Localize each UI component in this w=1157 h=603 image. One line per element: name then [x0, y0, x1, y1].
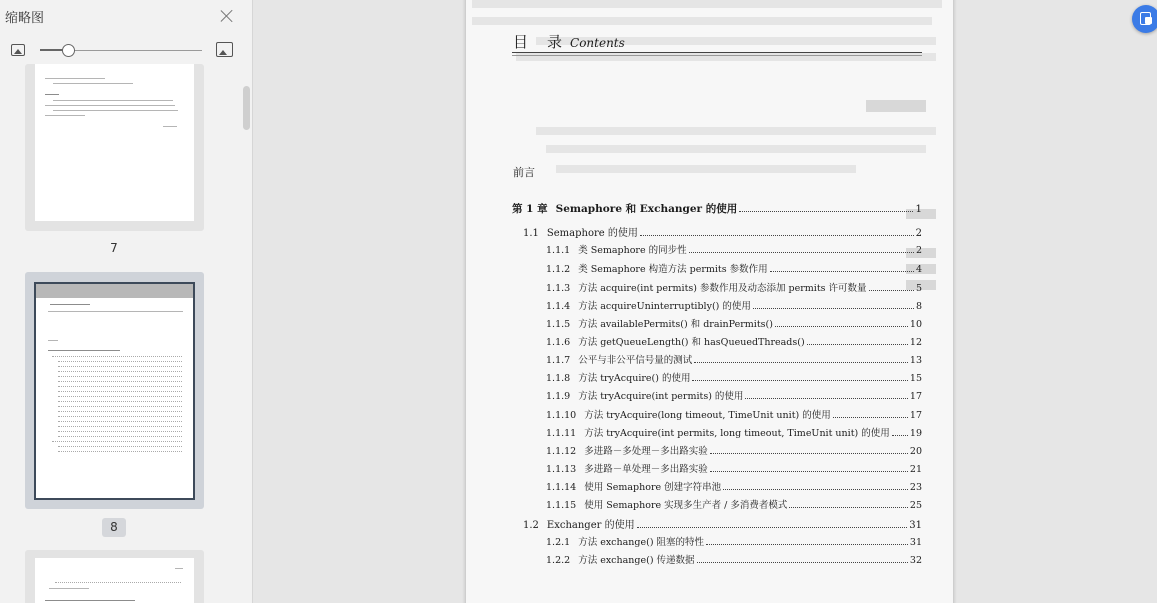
toc-entry-leader: [739, 211, 913, 212]
toc-entry[interactable]: [546, 298, 922, 312]
toc-entry[interactable]: [546, 552, 922, 566]
thumbnail-page-image: [35, 64, 194, 221]
zoom-in-image-icon[interactable]: [216, 42, 233, 57]
toc-entry[interactable]: [546, 334, 922, 348]
thumbnail-page-8[interactable]: [25, 272, 204, 509]
toc-entry-page: 32: [909, 555, 922, 566]
toc-entry-number: 1.2: [523, 520, 539, 531]
toc-entry-page: 23: [909, 482, 922, 493]
toc-entry-title: Semaphore 和 Exchanger 的使用: [555, 203, 738, 215]
toc-entry[interactable]: [546, 242, 922, 256]
toc-entry-page: 1: [915, 203, 922, 215]
toc-entry[interactable]: [546, 461, 922, 475]
toc-entry[interactable]: [546, 370, 922, 384]
toc-entry-page: 4: [915, 264, 922, 275]
thumbnail-sidebar: [0, 0, 253, 603]
zoom-slider[interactable]: [40, 50, 202, 51]
toc-entry-page: 2: [915, 228, 922, 239]
thumbnail-page-label-selected: 8: [102, 518, 126, 537]
toc-entry-number: 1.1.12: [546, 446, 577, 457]
toc-entry-title: 方法 acquireUninterruptibly() 的使用: [578, 301, 751, 312]
toc-entry-leader: [892, 435, 908, 436]
toc-entry-title: 类 Semaphore 的同步性: [578, 245, 687, 256]
toc-entry[interactable]: [546, 316, 922, 330]
toc-entry-leader: [692, 380, 907, 381]
thumbnail-page-label: 7: [110, 241, 118, 255]
zoom-slider-handle[interactable]: [62, 44, 75, 57]
toc-entry-title: 类 Semaphore 构造方法 permits 参数作用: [578, 264, 768, 275]
toc-entry[interactable]: [512, 201, 922, 216]
thumbnail-zoom-control: [0, 38, 253, 62]
toc-entry-title: 多进路－单处理－多出路实验: [584, 464, 708, 475]
toc-entry-leader: [789, 507, 908, 508]
toc-entry-leader: [753, 308, 914, 309]
toc-entry[interactable]: [546, 425, 922, 439]
toc-entry[interactable]: [523, 516, 922, 531]
toc-entry[interactable]: [546, 479, 922, 493]
toc-entry-title: 方法 exchange() 阻塞的特性: [578, 537, 705, 548]
toc-entry-page: 25: [909, 500, 922, 511]
toc-entry-leader: [710, 453, 908, 454]
toc-entry-page: 21: [909, 464, 922, 475]
toc-entry-page: 15: [909, 373, 922, 384]
toc-entry-leader: [637, 527, 908, 528]
zoom-out-image-icon[interactable]: [11, 44, 25, 56]
toc-entry-title: 使用 Semaphore 创建字符串池: [584, 482, 722, 493]
sidebar-header: [0, 0, 253, 32]
toc-entry-page: 31: [909, 520, 922, 531]
document-page: [466, 0, 953, 603]
document-viewer[interactable]: [254, 0, 1157, 603]
toc-entry[interactable]: [546, 261, 922, 275]
toc-entry[interactable]: [546, 388, 922, 402]
toc-entry-page: 31: [909, 537, 922, 548]
toc-entry[interactable]: [546, 534, 922, 548]
toc-entry[interactable]: [546, 407, 922, 421]
toc-title: [513, 31, 625, 52]
sidebar-scrollbar[interactable]: [243, 86, 250, 130]
toc-entry-title: 方法 tryAcquire(int permits, long timeout, TimeUnit unit) 的使用: [584, 428, 890, 439]
thumbnail-page-image: [34, 282, 195, 500]
toc-entry-number: 1.1.10: [546, 410, 577, 421]
toc-entry-leader: [833, 417, 908, 418]
toc-entry-title: 方法 availablePermits() 和 drainPermits(): [578, 319, 773, 330]
thumbnail-page-image: [35, 558, 194, 603]
toc-entry-page: 12: [909, 337, 922, 348]
close-icon[interactable]: [220, 9, 234, 23]
toc-entry-leader: [770, 271, 914, 272]
toc-entry-page: 19: [909, 428, 922, 439]
toc-entry-leader: [723, 489, 908, 490]
toc-entry[interactable]: [546, 497, 922, 511]
toc-entry-number: 1.1.11: [546, 428, 577, 439]
sidebar-title: 缩略图: [5, 11, 45, 26]
toc-entry-title: 方法 tryAcquire(int permits) 的使用: [578, 391, 744, 402]
toc-entry-leader: [745, 398, 907, 399]
toc-entry-page: 17: [909, 391, 922, 402]
toc-entry-number: 1.2.1: [546, 537, 571, 548]
toc-entry-page: 13: [909, 355, 922, 366]
toc-entry-title: Semaphore 的使用: [546, 228, 638, 239]
toc-title-chinese: 目 录: [513, 33, 565, 51]
toc-entry-number: 1.1.3: [546, 283, 571, 294]
toc-entry-leader: [710, 471, 908, 472]
toc-entry[interactable]: [546, 443, 922, 457]
document-tool-icon: [1140, 12, 1151, 25]
toc-entry-number: 1.1.15: [546, 500, 577, 511]
toc-entry-number: 1.2.2: [546, 555, 571, 566]
toc-preface: 前言: [513, 166, 535, 179]
toc-entry-number: 1.1.8: [546, 373, 571, 384]
toc-title-english: Contents: [570, 36, 625, 50]
toc-entry-number: 1.1.1: [546, 245, 571, 256]
thumbnail-page-9[interactable]: [25, 550, 204, 603]
toc-entry-page: 20: [909, 446, 922, 457]
toc-entry-title: 方法 exchange() 传递数据: [578, 555, 695, 566]
toc-entry-leader: [706, 544, 908, 545]
toc-entry-number: 1.1.14: [546, 482, 577, 493]
toc-entry-title: 方法 acquire(int permits) 参数作用及动态添加 permits 许可数量: [578, 283, 867, 294]
toc-entry-number: 1.1.6: [546, 337, 571, 348]
toc-entry-number: 1.1.7: [546, 355, 571, 366]
toc-entry-title: 多进路－多处理－多出路实验: [584, 446, 708, 457]
thumbnail-page-7[interactable]: [25, 64, 204, 231]
toc-entry-title: Exchanger 的使用: [546, 520, 635, 531]
toc-title-rule-thin: [512, 55, 922, 56]
toc-entry-title: 方法 getQueueLength() 和 hasQueuedThreads(): [578, 337, 805, 348]
toc-entry-page: 10: [909, 319, 922, 330]
toc-entry-leader: [869, 290, 914, 291]
toc-entry[interactable]: [546, 280, 922, 294]
toc-entry[interactable]: [523, 224, 922, 239]
toc-entry-page: 17: [909, 410, 922, 421]
toc-entry-number: 第 1 章: [512, 203, 548, 215]
toc-title-rule: [512, 52, 922, 53]
toc-entry[interactable]: [546, 352, 922, 366]
toc-entry-title: 公平与非公平信号量的测试: [578, 355, 693, 366]
toc-entry-leader: [640, 235, 914, 236]
toc-entry-number: 1.1.13: [546, 464, 577, 475]
toc-entry-number: 1.1.9: [546, 391, 571, 402]
toc-entry-leader: [689, 252, 914, 253]
document-tools-button[interactable]: [1132, 5, 1157, 33]
toc-entry-number: 1.1: [523, 228, 539, 239]
toc-entry-number: 1.1.2: [546, 264, 571, 275]
toc-entry-leader: [694, 362, 908, 363]
toc-entry-page: 2: [915, 245, 922, 256]
thumbnail-list: [0, 64, 253, 603]
toc-entry-page: 8: [915, 301, 922, 312]
toc-entry-title: 方法 tryAcquire() 的使用: [578, 373, 691, 384]
toc-entry-page: 5: [915, 283, 922, 294]
toc-entry-number: 1.1.5: [546, 319, 571, 330]
toc-entry-leader: [697, 562, 908, 563]
toc-entry-leader: [807, 344, 908, 345]
toc-entry-title: 方法 tryAcquire(long timeout, TimeUnit unit) 的使用: [584, 410, 831, 421]
toc-entry-leader: [775, 326, 908, 327]
toc-entry-number: 1.1.4: [546, 301, 571, 312]
toc-entry-title: 使用 Semaphore 实现多生产者 / 多消费者模式: [584, 500, 788, 511]
